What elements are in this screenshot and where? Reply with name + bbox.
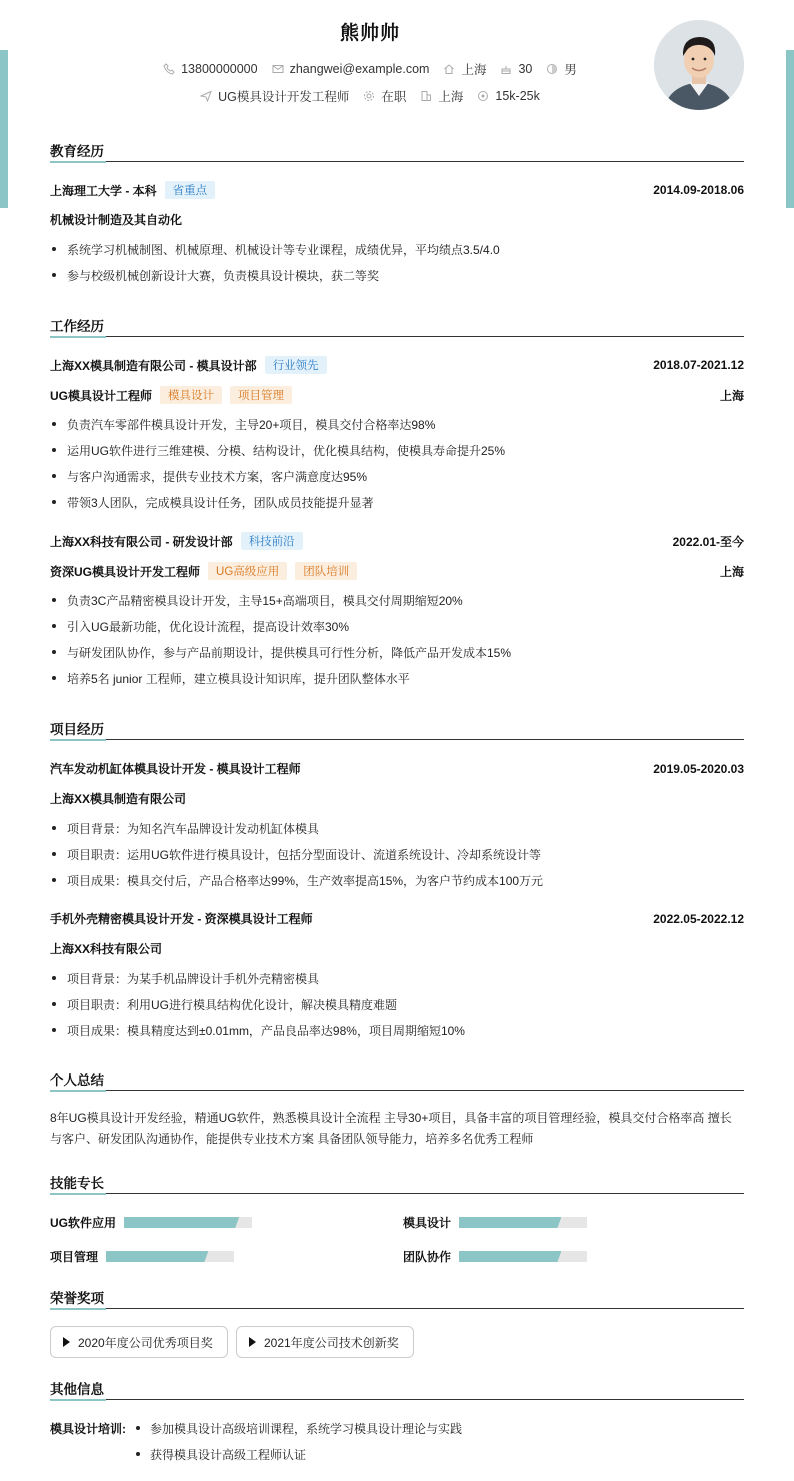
skill-name: 团队协作 [403,1250,452,1264]
job-role-row [50,386,744,404]
list-item: 引入UG最新功能，优化设计流程，提高设计效率30% [50,618,744,635]
project-company: 上海XX科技有限公司 [50,942,163,956]
section-title [50,718,744,740]
list-item: 培养5名 junior 工程师，建立模具设计知识库，提升团队整体水平 [50,670,744,687]
education-header-row [50,181,744,199]
award-text: 2020年度公司优秀项目奖 [78,1335,213,1350]
skill-tag: UG高级应用 [208,562,287,580]
age-text: 30 [518,62,533,76]
award-item [50,1326,228,1358]
list-item: 项目职责：利用UG进行模具结构优化设计，解决模具精度难题 [50,996,744,1013]
list-item: 与客户沟通需求，提供专业技术方案，客户满意度达95% [50,468,744,485]
project-header-row [50,760,744,777]
project-name: 汽车发动机缸体模具设计开发 - 模具设计工程师 [50,762,301,776]
work-section [50,315,744,686]
section-title-text: 工作经历 [50,319,104,334]
list-item: 获得模具设计高级工程师认证 [135,1446,306,1463]
skill-tag: 项目管理 [230,386,292,404]
company-tag: 科技前沿 [241,532,303,550]
candidate-name: 熊帅帅 [339,23,400,44]
major-name: 机械设计制造及其自动化 [50,213,183,227]
salary-text: 15k-25k [495,89,540,103]
resume-header [0,0,794,120]
section-title-text: 荣誉奖项 [50,1291,104,1306]
skill-bar-fill [124,1217,239,1228]
cake-icon [500,63,512,75]
contact-row [0,60,740,78]
job-header-row [50,356,744,374]
company-name: 上海XX模具制造有限公司 - 模具设计部 [50,358,257,373]
skill-tag: 团队培训 [295,562,357,580]
triangle-icon [63,1337,70,1347]
gender-info [546,60,577,78]
age-info [500,62,532,76]
section-title-text: 技能专长 [50,1176,104,1191]
job-location: 上海 [719,388,744,403]
phone-icon [163,63,175,75]
summary-line: 8年UG模具设计开发经验，精通UG软件，熟悉模具设计全流程 主导30+项目，具备丰富的项目管理经验，模具交付合格率高 擅长 [50,1111,732,1125]
list-item: 系统学习机械制图、机械原理、机械设计等专业课程，成绩优异，平均绩点3.5/4.0 [50,241,744,258]
phone-info [163,62,257,76]
major-row [50,211,744,228]
title-accent [50,739,106,741]
building-icon [420,90,432,102]
section-title-text: 其他信息 [50,1382,104,1397]
company-name: 上海XX科技有限公司 - 研发设计部 [50,534,233,549]
summary-section [50,1069,744,1146]
job-role: 资深UG模具设计开发工程师 [50,564,201,579]
hometown-text: 上海 [461,63,487,77]
skill-bar [106,1251,234,1262]
list-item: 负责汽车零部件模具设计开发，主导20+项目，模具交付合格率达98% [50,416,744,433]
list-item: 与研发团队协作，参与产品前期设计，提供模具可行性分析，降低产品开发成本15% [50,644,744,661]
project-company-row [50,790,744,807]
skill-bar [459,1217,587,1228]
list-item: 带领3人团队，完成模具设计任务，团队成员技能提升显著 [50,494,744,511]
company-tag: 行业领先 [265,356,327,374]
skill-tag: 模具设计 [160,386,222,404]
send-icon [200,90,212,102]
gender-text: 男 [564,63,577,77]
skill-bar [124,1217,252,1228]
other-section [50,1378,744,1462]
status-text: 在职 [381,90,407,104]
list-item: 项目背景：为知名汽车品牌设计发动机缸体模具 [50,820,744,837]
email-info [272,62,430,76]
job-intent-row [0,87,740,105]
section-title-text: 项目经历 [50,722,104,737]
avatar-photo [654,20,744,110]
project-date: 2022.05-2022.12 [653,911,744,926]
awards-list [50,1326,744,1358]
education-date: 2014.09-2018.06 [653,183,744,197]
project-company-row [50,940,744,957]
section-title [50,1172,744,1194]
section-title [50,1287,744,1309]
list-item: 项目职责：运用UG软件进行模具设计，包括分型面设计、流道系统设计、冷却系统设计等 [50,846,744,863]
section-title-text: 个人总结 [50,1073,104,1088]
avatar [654,20,744,110]
section-title [50,315,744,337]
title-accent [50,161,106,163]
city-text: 上海 [438,90,464,104]
skill-name: 模具设计 [403,1216,452,1230]
title-accent [50,1399,106,1401]
job-date: 2018.07-2021.12 [653,358,744,372]
skill-bar-fill [459,1251,561,1262]
skill-item [403,1214,587,1231]
skill-name: UG软件应用 [50,1216,117,1230]
list-item: 参加模具设计高级培训课程，系统学习模具设计理论与实践 [135,1420,462,1437]
phone-text: 13800000000 [181,62,258,76]
city-info [420,87,463,105]
section-title-text: 教育经历 [50,144,104,159]
other-label: 模具设计培训: [50,1422,126,1436]
status-info [363,87,406,105]
project-company: 上海XX模具制造有限公司 [50,792,187,806]
job-location: 上海 [719,564,744,579]
section-title [50,140,744,162]
skill-bar [459,1251,587,1262]
home-icon [443,63,455,75]
awards-section [50,1287,744,1350]
mail-icon [272,63,284,75]
education-section [50,140,744,283]
email-text: zhangwei@example.com [289,62,430,76]
skill-bar-fill [459,1217,561,1228]
job-role: UG模具设计工程师 [50,388,153,403]
gear-icon [363,90,375,102]
title-accent [50,1193,106,1195]
list-item: 项目成果：模具交付后，产品合格率达99%，生产效率提高15%，为客户节约成本100万元 [50,872,744,889]
section-title [50,1069,744,1091]
job-role-row [50,562,744,580]
gender-icon [546,63,558,75]
job-header-row [50,532,744,550]
position-info [200,87,349,105]
skill-item [403,1248,587,1265]
salary-info [477,89,539,103]
project-header-row [50,910,744,927]
skill-item [50,1248,234,1265]
project-date: 2019.05-2020.03 [653,761,744,776]
list-item: 项目成果：模具精度达到±0.01mm，产品良品率达98%，项目周期缩短10% [50,1022,744,1039]
job-date: 2022.01-至今 [672,534,744,549]
list-item: 负责3C产品精密模具设计开发，主导15+高端项目，模具交付周期缩短20% [50,592,744,609]
list-item: 运用UG软件进行三维建模、分模、结构设计，优化模具结构，使模具寿命提升25% [50,442,744,459]
skill-bar-fill [106,1251,208,1262]
projects-section [50,718,744,1038]
skill-name: 项目管理 [50,1250,99,1264]
title-accent [50,1308,106,1310]
skills-section [50,1172,744,1264]
school-tag: 省重点 [165,181,216,199]
award-item [236,1326,414,1358]
section-title [50,1378,744,1400]
hometown-info [443,60,486,78]
position-text: UG模具设计开发工程师 [218,90,350,104]
list-item: 参与校级机械创新设计大赛，负责模具设计模块，获二等奖 [50,267,744,284]
title-accent [50,1090,106,1092]
list-item: 项目背景：为某手机品牌设计手机外壳精密模具 [50,970,744,987]
triangle-icon [249,1337,256,1347]
title-accent [50,336,106,338]
school-name: 上海理工大学 - 本科 [50,183,157,198]
project-name: 手机外壳精密模具设计开发 - 资深模具设计工程师 [50,912,313,926]
skill-item [50,1214,252,1231]
summary-line: 与客户、研发团队沟通协作，能提供专业技术方案 具备团队领导能力，培养多名优秀工程师 [50,1132,534,1146]
money-icon [477,90,489,102]
award-text: 2021年度公司技术创新奖 [264,1335,399,1350]
